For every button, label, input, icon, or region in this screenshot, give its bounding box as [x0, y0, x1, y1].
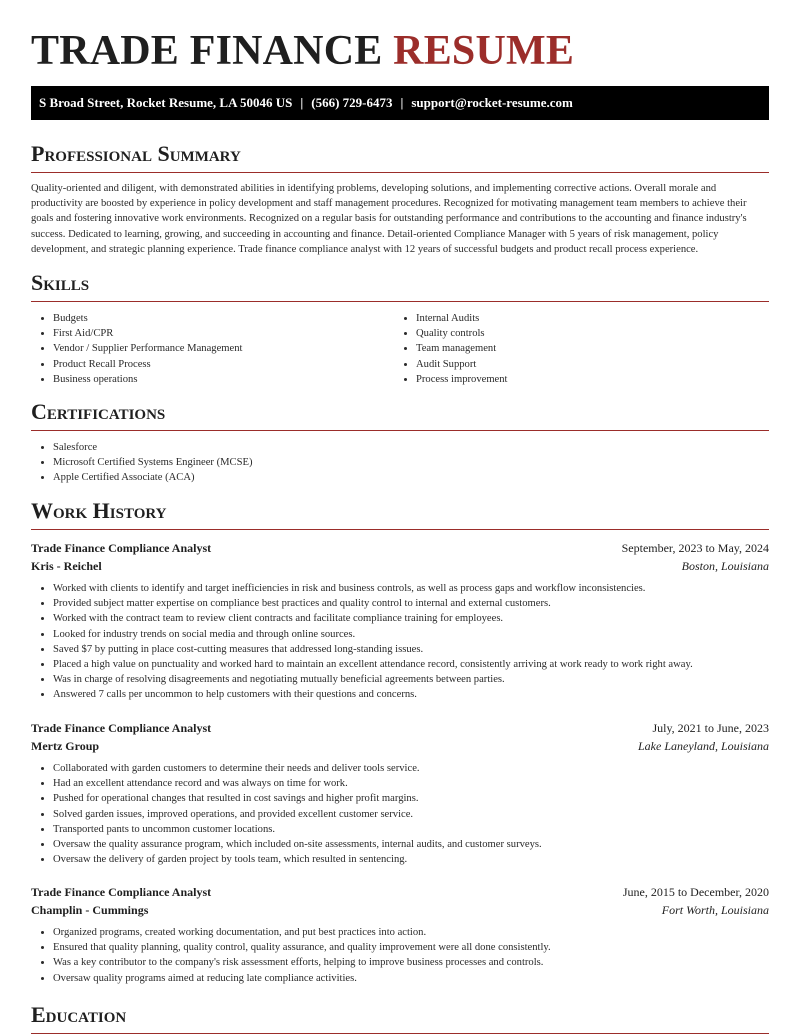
- job-entry: [31, 719, 769, 867]
- job-header-row: [31, 539, 769, 557]
- resume-title: [31, 27, 574, 75]
- job-bullet: • Solved garden issues, improved operations, and provided excellent customer service.: [53, 807, 769, 822]
- job-bullet: • Worked with the contract team to review client contracts and facilitate compliance training for employees.: [53, 611, 769, 626]
- certifications-block: [31, 440, 253, 486]
- skills-list-left: [31, 311, 242, 387]
- contact-email[interactable]: support@rocket-resume.com: [411, 95, 573, 110]
- skill-item: • Quality controls: [416, 326, 508, 341]
- job-bullet: • Was a key contributor to the company's risk assessment efforts, helping to improve business processes and controls.: [53, 955, 769, 970]
- job-bullet: • Worked with clients to identify and target inefficiencies in risk and business controls, as well as process gaps and workflow inconsistencies.: [53, 581, 769, 596]
- contact-bar: [31, 86, 769, 120]
- skills-heading: Skills: [31, 270, 769, 302]
- skill-item: • Audit Support: [416, 357, 508, 372]
- title-accent: RESUME: [393, 28, 575, 74]
- work-history-heading: Work History: [31, 498, 769, 530]
- job-bullet: • Oversaw the delivery of garden project by tools team, which resulted in sentencing.: [53, 852, 769, 867]
- certification-item: • Microsoft Certified Systems Engineer (MCSE): [53, 455, 253, 470]
- job-bullets: [31, 581, 769, 703]
- job-title: Trade Finance Compliance Analyst: [31, 541, 212, 555]
- skill-item: • Business operations: [53, 372, 242, 387]
- contact-address: S Broad Street, Rocket Resume, LA 50046 US: [39, 95, 293, 110]
- skill-item: • Internal Audits: [416, 311, 508, 326]
- job-bullet: • Had an excellent attendance record and was always on time for work.: [53, 776, 769, 791]
- skills-left-column: [31, 311, 242, 387]
- job-location: Lake Laneyland, Louisiana: [638, 739, 769, 753]
- job-bullet: • Collaborated with garden customers to determine their needs and deliver tools service.: [53, 761, 769, 776]
- job-entry: [31, 883, 769, 986]
- contact-separator: |: [300, 95, 304, 110]
- skill-item: • Vendor / Supplier Performance Management: [53, 341, 242, 356]
- job-bullet: • Organized programs, created working documentation, and put best practices into action.: [53, 925, 769, 940]
- job-entry: [31, 539, 769, 703]
- skill-item: • Team management: [416, 341, 508, 356]
- summary-heading: Professional Summary: [31, 141, 769, 173]
- job-header-row: [31, 719, 769, 737]
- job-location: Boston, Louisiana: [681, 559, 769, 573]
- contact-phone: (566) 729-6473: [311, 95, 393, 110]
- job-bullet: • Looked for industry trends on social media and through online sources.: [53, 627, 769, 642]
- job-location: Fort Worth, Louisiana: [661, 903, 769, 917]
- job-bullet: • Was in charge of resolving disagreements and negotiating mutually beneficial agreements between parties.: [53, 672, 769, 687]
- job-bullets: [31, 761, 769, 867]
- job-bullet: • Placed a high value on punctuality and worked hard to maintain an excellent attendance record, consistently arriving at work ready to work right away.: [53, 657, 769, 672]
- job-bullet: • Pushed for operational changes that resulted in cost savings and higher profit margins.: [53, 791, 769, 806]
- skill-item: • First Aid/CPR: [53, 326, 242, 341]
- job-bullet: • Answered 7 calls per uncommon to help customers with their questions and concerns.: [53, 687, 769, 702]
- job-dates: June, 2015 to December, 2020: [622, 885, 769, 899]
- job-dates: September, 2023 to May, 2024: [621, 541, 769, 555]
- job-company: Kris - Reichel: [31, 559, 102, 573]
- job-subheader-row: [31, 737, 769, 755]
- job-dates: July, 2021 to June, 2023: [652, 721, 769, 735]
- job-title: Trade Finance Compliance Analyst: [31, 885, 212, 899]
- job-subheader-row: [31, 557, 769, 575]
- job-subheader-row: [31, 901, 769, 919]
- skill-item: • Process improvement: [416, 372, 508, 387]
- job-bullet: • Ensured that quality planning, quality control, quality assurance, and quality improvement were all done consistently.: [53, 940, 769, 955]
- certifications-heading: Certifications: [31, 399, 769, 431]
- title-main: TRADE FINANCE: [31, 28, 383, 74]
- certification-item: • Apple Certified Associate (ACA): [53, 470, 253, 485]
- job-bullet: • Provided subject matter expertise on compliance best practices and quality control to internal and external customers.: [53, 596, 769, 611]
- job-bullets: [31, 925, 769, 986]
- skill-item: • Budgets: [53, 311, 242, 326]
- skills-right-column: [394, 311, 508, 387]
- summary-text: Quality-oriented and diligent, with demonstrated abilities in identifying problems, developing solutions, and implementing corrective actions. Overall morale and productivity are boosted by experience in policy development and staff management procedures. Recognized for motivating management team members to achieve their goals and fostering innovative work environments. Recognized on a regular basis for outstanding performance and contributions to the accounting and finance industry's success. Dedicated to learning, growing, and succeeding in accounting and finance. Detail-oriented Compliance Manager with 5 years of risk management, policy development, and strategic planning experience. Trade finance compliance analyst with 12 years of successful budgets and product recall process experience.: [31, 183, 747, 255]
- contact-separator: |: [400, 95, 404, 110]
- job-bullet: • Saved $7 by putting in place cost-cutting measures that addressed long-standing issues.: [53, 642, 769, 657]
- job-header-row: [31, 883, 769, 901]
- skill-item: • Product Recall Process: [53, 357, 242, 372]
- job-bullet: • Oversaw the quality assurance program, which included on-site assessments, internal audits, and customer surveys.: [53, 837, 769, 852]
- certification-item: • Salesforce: [53, 440, 253, 455]
- education-heading: Education: [31, 1002, 769, 1034]
- certifications-list: [31, 440, 253, 486]
- job-company: Champlin - Cummings: [31, 903, 149, 917]
- job-title: Trade Finance Compliance Analyst: [31, 721, 212, 735]
- skills-list-right: [394, 311, 508, 387]
- job-bullet: • Transported pants to uncommon customer locations.: [53, 822, 769, 837]
- job-company: Mertz Group: [31, 739, 100, 753]
- job-bullet: • Oversaw quality programs aimed at reducing late compliance activities.: [53, 971, 769, 986]
